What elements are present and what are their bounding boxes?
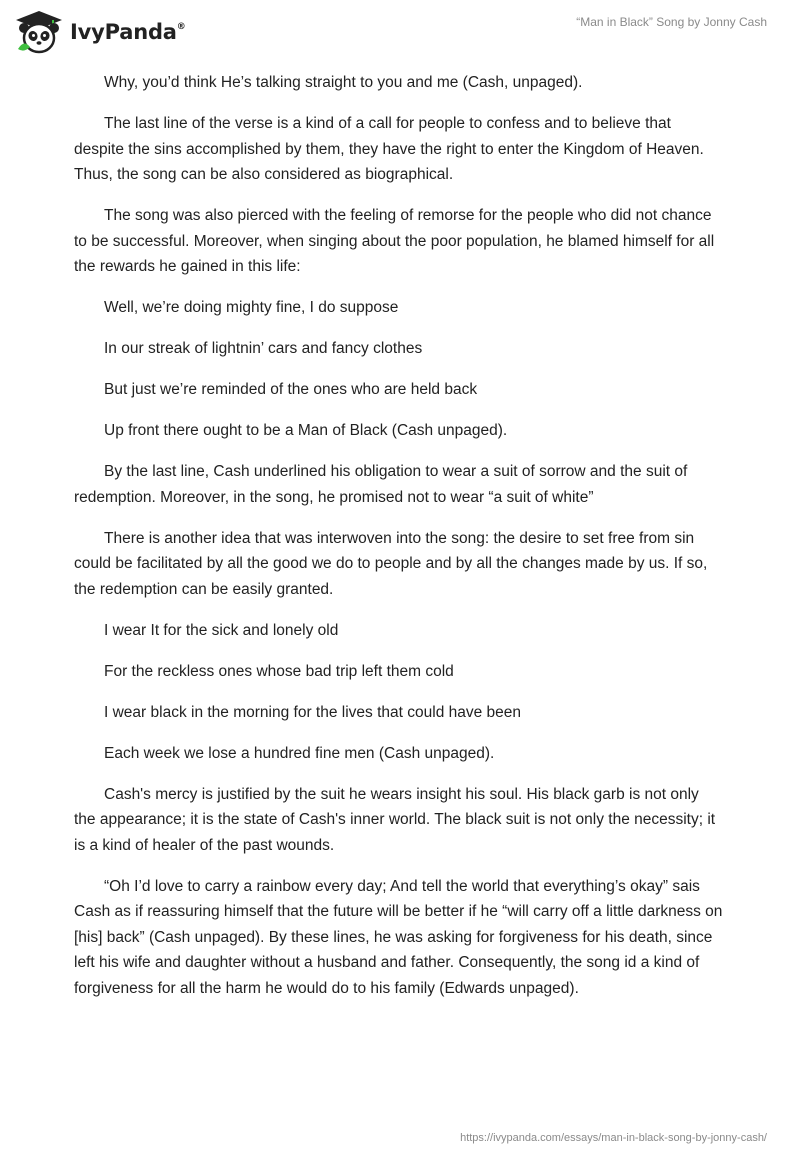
lyric-line: Up front there ought to be a Man of Black (Cash unpaged). [104, 422, 508, 439]
lyric-line: For the reckless ones whose bad trip left them cold [104, 662, 454, 680]
page-header [0, 0, 800, 60]
registered-mark: ® [176, 22, 186, 32]
paragraph: There is another idea that was interwoven into the song: the desire to set free from sin could be facilitated by all the good we do to people and by all the changes made by us. If so, the redemption can be easily granted. [74, 529, 708, 598]
brand-text: IvyPanda [70, 20, 177, 44]
paragraph: By the last line, Cash underlined his obligation to wear a suit of sorrow and the suit of redemption. Moreover, in the song, he promised not to wear “a suit of white” [74, 463, 688, 506]
ivypanda-logo[interactable] [14, 8, 204, 56]
panda-graduate-icon [14, 9, 64, 55]
lyric-line: But just we’re reminded of the ones who are held back [104, 381, 478, 398]
lyric-line: Well, we’re doing mighty fine, I do suppose [104, 299, 399, 316]
paragraph: The last line of the verse is a kind of a call for people to confess and to believe that despite the sins accomplished by them, they have the right to enter the Kingdom of Heaven. Thus, the song can be also considered as biographical. [74, 115, 704, 183]
paragraph: “Oh I’d love to carry a rainbow every day; And tell the world that everything’s okay” sais Cash as if reassuring himself that the future will be better if he “will carry off a little darkness on [his] back” (Cash unpaged). By these lines, he was asking for forgiveness for his death, since left his wife and daughter without a husband and father. Consequently, the song id a kind of forgiveness for all the harm he would do to his family (Edwards unpaged). [74, 877, 723, 997]
document-title: “Man in Black” Song by Jonny Cash [576, 15, 767, 29]
paragraph: Cash's mercy is justified by the suit he wears insight his soul. His black garb is not only the appearance; it is the state of Cash's inner world. The black suit is not only the necessity; it is a kind of healer of the past wounds. [74, 785, 716, 854]
brand-name [70, 20, 186, 44]
paragraph: Why, you’d think He’s talking straight to you and me (Cash, unpaged). [104, 74, 583, 91]
paragraph: The song was also pierced with the feeling of remorse for the people who did not chance to be successful. Moreover, when singing about the poor population, he blamed himself for all the rewards he gained in this life: [74, 207, 715, 275]
lyric-line: I wear black in the morning for the lives that could have been [104, 703, 522, 721]
lyric-line: I wear It for the sick and lonely old [104, 621, 339, 639]
essay-body [74, 70, 724, 1017]
source-url[interactable]: https://ivypanda.com/essays/man-in-black-song-by-jonny-cash/ [460, 1132, 767, 1144]
lyric-line: In our streak of lightnin’ cars and fancy clothes [104, 340, 423, 357]
lyric-line: Each week we lose a hundred fine men (Cash unpaged). [104, 744, 495, 762]
